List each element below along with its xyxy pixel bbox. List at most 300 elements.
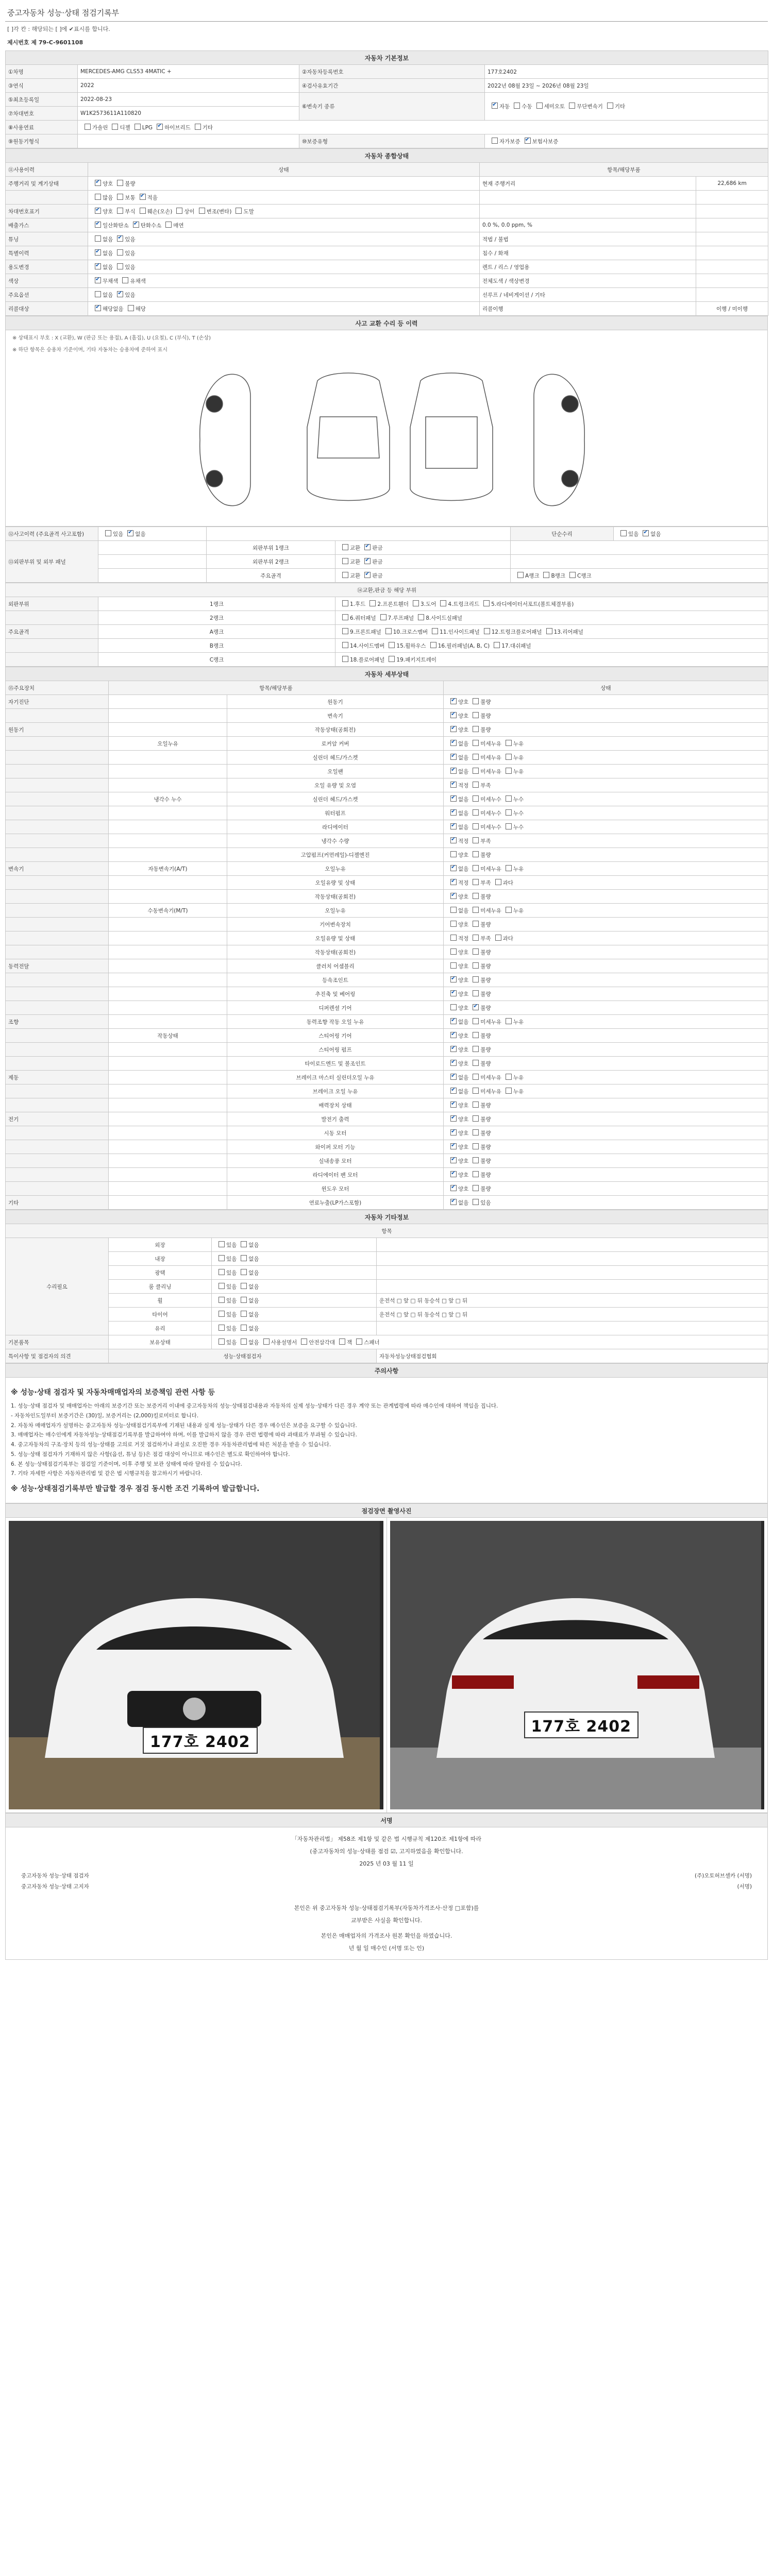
option-checkbox[interactable]	[85, 124, 91, 130]
detail-label: 불량	[480, 852, 491, 858]
other-label: 없음	[248, 1311, 259, 1318]
other-checkbox[interactable]	[219, 1241, 225, 1247]
general-condition-rows	[6, 177, 768, 316]
general-checkbox[interactable]	[95, 249, 101, 256]
detail-item: 디퍼렌셜 기어	[227, 1001, 444, 1015]
rank-extra-checkbox[interactable]	[569, 572, 576, 578]
general-checkbox[interactable]	[140, 194, 146, 200]
other-checkbox[interactable]	[219, 1283, 225, 1289]
rank-label: 외판부위 2랭크	[207, 555, 335, 569]
detail-checkbox[interactable]	[473, 1046, 479, 1052]
detail-label: 누수	[513, 810, 524, 817]
notes-line: 1. 성능·상태 점검자 및 매매업자는 아래의 보증기간 또는 보증거리 이내에 중고자동차의 성능·상태점검내용과 자동차의 실제 성능·상태가 다른 경우 계약 또는 관계법령에 따라 매수인에 대하여 책임을 집니다.	[11, 1403, 498, 1409]
detail-row	[6, 931, 768, 945]
rank-group-label: ⑬외판부위 및 외부 패널	[6, 541, 98, 583]
detail-item: 변속기	[227, 709, 444, 723]
detail-item: 고압펌프(커먼레일)-디젤엔진	[227, 848, 444, 862]
other-checkbox[interactable]	[219, 1325, 225, 1331]
detail-subgroup	[109, 1182, 227, 1196]
detail-group	[6, 792, 109, 806]
detail-label: 과다	[502, 935, 513, 942]
detail-row	[6, 1112, 768, 1126]
detail-checkbox[interactable]	[450, 893, 457, 899]
part-checkbox[interactable]	[342, 600, 348, 606]
detail-item: 연료누출(LP가스포함)	[227, 1196, 444, 1210]
agree-line-2: 교부받은 사실을 확인합니다.	[350, 1917, 422, 1924]
rank-spacer	[98, 541, 207, 555]
option-checkbox[interactable]	[620, 530, 627, 536]
detail-checkbox[interactable]	[450, 782, 457, 788]
other-checkbox[interactable]	[219, 1269, 225, 1275]
detail-item: 추진축 및 베어링	[227, 987, 444, 1001]
inspector-label: 중고자동차 성능·상태 점검자	[21, 1873, 89, 1879]
general-checkbox[interactable]	[95, 305, 101, 311]
part-checkbox[interactable]	[369, 600, 376, 606]
general-item: 튜닝	[6, 232, 88, 246]
detail-checkbox[interactable]	[450, 962, 457, 969]
notes-subheading: ※ 성능·상태 점검자 및 자동차매매업자의 보증책임 관련 사항 등	[11, 1388, 215, 1397]
notes-final: ※ 성능·상태점검기록부만 발급할 경우 점검 동시한 조건 기록하여 발급합니다.	[11, 1485, 260, 1493]
option-checkbox[interactable]	[643, 530, 649, 536]
part-checkbox[interactable]	[418, 614, 424, 620]
parts-group: 주요골격	[6, 625, 98, 639]
detail-checkbox[interactable]	[473, 935, 479, 941]
part-checkbox[interactable]	[389, 656, 395, 662]
detail-checkbox[interactable]	[473, 948, 479, 955]
detail-checkbox[interactable]	[506, 795, 512, 802]
other-label: 없음	[248, 1297, 259, 1304]
detail-label: 없음	[458, 796, 469, 803]
general-checkbox[interactable]	[140, 208, 146, 214]
detail-state	[444, 1029, 768, 1043]
general-label: 보통	[125, 194, 136, 201]
detail-item: 실린더 헤드/가스켓	[227, 751, 444, 765]
option-checkbox[interactable]	[525, 138, 531, 144]
general-label: 변조(변타)	[206, 208, 232, 215]
part-label: 1.후드	[350, 601, 366, 607]
other-checkbox[interactable]	[241, 1255, 247, 1261]
accident-history-options	[98, 527, 207, 541]
option-checkbox[interactable]	[514, 103, 520, 109]
detail-subgroup	[109, 695, 227, 709]
detail-label: 누유	[513, 1019, 524, 1025]
option-checkbox[interactable]	[219, 1338, 225, 1345]
general-checkbox[interactable]	[95, 277, 101, 283]
detail-checkbox[interactable]	[473, 1088, 479, 1094]
general-checkbox[interactable]	[95, 222, 101, 228]
option-checkbox[interactable]	[241, 1338, 247, 1345]
detail-checkbox[interactable]	[450, 809, 457, 816]
detail-checkbox[interactable]	[473, 976, 479, 982]
general-value	[696, 274, 768, 288]
parts-items	[335, 611, 768, 625]
detail-checkbox[interactable]	[473, 698, 479, 704]
option-checkbox[interactable]	[105, 530, 111, 536]
detail-checkbox[interactable]	[450, 754, 457, 760]
detail-checkbox[interactable]	[450, 879, 457, 885]
rank-spacer	[98, 555, 207, 569]
detail-checkbox[interactable]	[473, 823, 479, 829]
detail-checkbox[interactable]	[450, 851, 457, 857]
general-checkbox[interactable]	[117, 291, 123, 297]
part-checkbox[interactable]	[494, 642, 500, 648]
detail-item: 시동 모터	[227, 1126, 444, 1140]
rank-extra-checkbox[interactable]	[517, 572, 524, 578]
rank-row	[6, 569, 768, 583]
option-label: 있음	[113, 531, 124, 537]
option-checkbox[interactable]	[339, 1338, 345, 1345]
general-condition-heading: 자동차 종합상태	[6, 149, 768, 163]
plate-value: 177호2402	[485, 65, 768, 79]
detail-checkbox[interactable]	[450, 740, 457, 746]
detail-checkbox[interactable]	[450, 1046, 457, 1052]
detail-state	[444, 709, 768, 723]
general-checkbox[interactable]	[128, 305, 134, 311]
other-checkbox[interactable]	[241, 1269, 247, 1275]
general-label: 있음	[125, 236, 136, 243]
general-checkbox[interactable]	[176, 208, 182, 214]
option-checkbox[interactable]	[135, 124, 141, 130]
option-checkbox[interactable]	[492, 103, 498, 109]
detail-checkbox[interactable]	[450, 948, 457, 955]
general-checkbox[interactable]	[95, 291, 101, 297]
detail-group: 제동	[6, 1071, 109, 1084]
detail-checkbox[interactable]	[473, 962, 479, 969]
detail-item: 기어변속장치	[227, 918, 444, 931]
rank-checkbox[interactable]	[364, 572, 371, 578]
detail-label: 없음	[458, 1088, 469, 1095]
rank-checkbox[interactable]	[364, 544, 371, 550]
general-checkbox[interactable]	[95, 194, 101, 200]
detail-checkbox[interactable]	[506, 768, 512, 774]
general-state	[88, 288, 480, 302]
detail-checkbox[interactable]	[450, 1004, 457, 1010]
other-state	[212, 1266, 377, 1280]
detail-checkbox[interactable]	[450, 1074, 457, 1080]
other-checkbox[interactable]	[241, 1325, 247, 1331]
detail-state	[444, 1168, 768, 1182]
detail-checkbox[interactable]	[495, 935, 501, 941]
detail-checkbox[interactable]	[506, 809, 512, 816]
detail-checkbox[interactable]	[473, 1101, 479, 1108]
option-checkbox[interactable]	[569, 103, 575, 109]
detail-checkbox[interactable]	[473, 837, 479, 843]
detail-label: 양호	[458, 1102, 469, 1109]
detail-label: 미세누유	[480, 907, 501, 914]
part-checkbox[interactable]	[342, 614, 348, 620]
general-checkbox[interactable]	[117, 235, 123, 242]
general-checkbox[interactable]	[95, 208, 101, 214]
detail-label: 없음	[458, 768, 469, 775]
detail-checkbox[interactable]	[473, 1115, 479, 1122]
parts-group	[6, 611, 98, 625]
general-checkbox[interactable]	[117, 263, 123, 269]
detail-state	[444, 862, 768, 876]
detail-label: 양호	[458, 726, 469, 733]
general-checkbox[interactable]	[133, 222, 139, 228]
detail-checkbox[interactable]	[506, 865, 512, 871]
other-checkbox[interactable]	[219, 1297, 225, 1303]
option-label: 스패너	[364, 1339, 380, 1346]
other-checkbox[interactable]	[219, 1255, 225, 1261]
detail-subgroup: 작동상태	[109, 1029, 227, 1043]
part-label: 9.프론트패널	[350, 629, 381, 635]
basic-info-heading: 자동차 기본정보	[6, 51, 768, 65]
check-notice: [ ]각 칸 : 해당되는 [ ]에 ✔표시를 합니다.	[7, 26, 110, 32]
detail-checkbox[interactable]	[506, 823, 512, 829]
other-row	[6, 1266, 768, 1280]
detail-checkbox[interactable]	[473, 990, 479, 996]
detail-checkbox[interactable]	[473, 754, 479, 760]
detail-checkbox[interactable]	[473, 1074, 479, 1080]
part-checkbox[interactable]	[546, 628, 552, 634]
detail-label: 미세누유	[480, 754, 501, 761]
inspector-signature: (주)오토허브셀카 (서명)	[694, 1873, 752, 1879]
detail-checkbox[interactable]	[450, 712, 457, 718]
detail-checkbox[interactable]	[450, 837, 457, 843]
option-checkbox[interactable]	[127, 530, 133, 536]
detail-group	[6, 1182, 109, 1196]
detail-checkbox[interactable]	[450, 1171, 457, 1177]
detail-group: 조향	[6, 1015, 109, 1029]
parts-row	[6, 625, 768, 639]
option-checkbox[interactable]	[607, 103, 613, 109]
detail-checkbox[interactable]	[450, 1143, 457, 1149]
detail-checkbox[interactable]	[473, 1143, 479, 1149]
detail-checkbox[interactable]	[473, 712, 479, 718]
detail-checkbox[interactable]	[473, 809, 479, 816]
detail-checkbox[interactable]	[473, 782, 479, 788]
option-checkbox[interactable]	[195, 124, 201, 130]
detail-checkbox[interactable]	[473, 1185, 479, 1191]
part-checkbox[interactable]	[430, 642, 436, 648]
detail-checkbox[interactable]	[450, 1060, 457, 1066]
general-state	[88, 218, 480, 232]
part-label: 15.휠하우스	[396, 642, 426, 649]
detail-checkbox[interactable]	[450, 1032, 457, 1038]
other-extra	[377, 1238, 768, 1252]
rear-plate: 177호 2402	[524, 1711, 639, 1738]
detail-checkbox[interactable]	[450, 990, 457, 996]
detail-checkbox[interactable]	[473, 1032, 479, 1038]
rank-checkbox[interactable]	[364, 558, 371, 564]
detail-checkbox[interactable]	[450, 976, 457, 982]
detail-label: 부족	[480, 935, 491, 942]
part-checkbox[interactable]	[483, 600, 490, 606]
option-checkbox[interactable]	[157, 124, 163, 130]
other-state	[212, 1294, 377, 1308]
part-checkbox[interactable]	[380, 614, 386, 620]
detail-checkbox[interactable]	[473, 1199, 479, 1205]
detail-item: 브레이크 오일 누유	[227, 1084, 444, 1098]
detail-label: 양호	[458, 1005, 469, 1011]
detail-checkbox[interactable]	[473, 921, 479, 927]
detail-checkbox[interactable]	[450, 921, 457, 927]
other-label: 있음	[226, 1242, 237, 1248]
detail-label: 미세누유	[480, 1088, 501, 1095]
detail-label: 적정	[458, 782, 469, 789]
detail-checkbox[interactable]	[450, 1199, 457, 1205]
detail-label: 양호	[458, 1144, 469, 1150]
general-checkbox[interactable]	[122, 277, 128, 283]
general-note: 렌트 / 리스 / 영업용	[480, 260, 696, 274]
detail-checkbox[interactable]	[506, 907, 512, 913]
detail-checkbox[interactable]	[450, 768, 457, 774]
part-checkbox[interactable]	[342, 642, 348, 648]
part-checkbox[interactable]	[413, 600, 419, 606]
detail-checkbox[interactable]	[473, 768, 479, 774]
rank-extra-checkbox[interactable]	[543, 572, 549, 578]
signature-table	[5, 1813, 768, 1960]
detail-group	[6, 904, 109, 918]
other-checkbox[interactable]	[241, 1241, 247, 1247]
general-state	[88, 232, 480, 246]
detail-checkbox[interactable]	[450, 726, 457, 732]
general-checkbox[interactable]	[199, 208, 205, 214]
other-checkbox[interactable]	[241, 1311, 247, 1317]
detail-checkbox[interactable]	[450, 1115, 457, 1122]
detail-checkbox[interactable]	[473, 1004, 479, 1010]
parts-items	[335, 653, 768, 667]
detail-checkbox[interactable]	[473, 893, 479, 899]
detail-checkbox[interactable]	[450, 823, 457, 829]
general-checkbox[interactable]	[117, 180, 123, 186]
detail-checkbox[interactable]	[473, 726, 479, 732]
detail-checkbox[interactable]	[506, 1088, 512, 1094]
detail-checkbox[interactable]	[495, 879, 501, 885]
option-checkbox[interactable]	[356, 1338, 362, 1345]
option-checkbox[interactable]	[492, 138, 498, 144]
detail-group	[6, 1168, 109, 1182]
detail-checkbox[interactable]	[450, 698, 457, 704]
other-row	[6, 1294, 768, 1308]
detail-label: 누유	[513, 740, 524, 747]
detail-checkbox[interactable]	[473, 795, 479, 802]
detail-checkbox[interactable]	[450, 865, 457, 871]
detail-checkbox[interactable]	[506, 754, 512, 760]
detail-state	[444, 765, 768, 778]
other-checkbox[interactable]	[241, 1283, 247, 1289]
detail-checkbox[interactable]	[473, 1018, 479, 1024]
valid-period-value: 2022년 08월 23일 ~ 2026년 08월 23일	[485, 79, 768, 93]
detail-checkbox[interactable]	[473, 865, 479, 871]
general-checkbox[interactable]	[117, 194, 123, 200]
detail-checkbox[interactable]	[506, 740, 512, 746]
detail-row	[6, 806, 768, 820]
general-note: 적법 / 불법	[480, 232, 696, 246]
detail-label: 불량	[480, 1172, 491, 1178]
detail-subgroup	[109, 1140, 227, 1154]
detail-checkbox[interactable]	[450, 1101, 457, 1108]
rank-label: 판금	[372, 545, 383, 551]
other-label: 있음	[226, 1283, 237, 1290]
detail-item: 스티어링 기어	[227, 1029, 444, 1043]
detail-checkbox[interactable]	[473, 851, 479, 857]
rank-checkbox[interactable]	[342, 544, 348, 550]
detail-group	[6, 751, 109, 765]
general-label: 없음	[103, 292, 113, 298]
detail-checkbox[interactable]	[450, 907, 457, 913]
parts-rank: B랭크	[98, 639, 335, 653]
detail-state	[444, 931, 768, 945]
part-checkbox[interactable]	[385, 628, 392, 634]
detail-checkbox[interactable]	[473, 1129, 479, 1136]
other-label: 없음	[248, 1256, 259, 1262]
general-checkbox[interactable]	[165, 222, 172, 228]
detail-label: 불량	[480, 991, 491, 997]
option-checkbox[interactable]	[263, 1338, 270, 1345]
detail-row	[6, 959, 768, 973]
detail-label: 불량	[480, 1032, 491, 1039]
detail-checkbox[interactable]	[473, 1171, 479, 1177]
detail-checkbox[interactable]	[506, 1018, 512, 1024]
detail-subgroup	[109, 931, 227, 945]
detail-group: 자기진단	[6, 695, 109, 709]
part-checkbox[interactable]	[342, 656, 348, 662]
general-checkbox[interactable]	[95, 235, 101, 242]
general-note: 전체도색 / 색상변경	[480, 274, 696, 288]
detail-checkbox[interactable]	[506, 1074, 512, 1080]
detail-label: 없음	[458, 824, 469, 831]
part-checkbox[interactable]	[432, 628, 438, 634]
rank-checkbox[interactable]	[342, 558, 348, 564]
detail-checkbox[interactable]	[473, 740, 479, 746]
detail-checkbox[interactable]	[473, 1157, 479, 1163]
detail-checkbox[interactable]	[473, 907, 479, 913]
option-label: 없음	[650, 531, 661, 537]
rank-checkbox[interactable]	[342, 572, 348, 578]
detail-label: 양호	[458, 1032, 469, 1039]
detail-group	[6, 806, 109, 820]
detail-row	[6, 820, 768, 834]
general-checkbox[interactable]	[95, 180, 101, 186]
detail-checkbox[interactable]	[473, 1060, 479, 1066]
option-checkbox[interactable]	[536, 103, 543, 109]
general-checkbox[interactable]	[95, 263, 101, 269]
detail-checkbox[interactable]	[450, 935, 457, 941]
detail-item: 오일 유량 및 오염	[227, 778, 444, 792]
general-checkbox[interactable]	[117, 249, 123, 256]
car-name-label: ①차명	[6, 65, 78, 79]
detail-subgroup: 냉각수 누수	[109, 792, 227, 806]
detail-subgroup	[109, 765, 227, 778]
detail-checkbox[interactable]	[450, 1185, 457, 1191]
general-checkbox[interactable]	[117, 208, 123, 214]
part-checkbox[interactable]	[484, 628, 490, 634]
part-checkbox[interactable]	[440, 600, 446, 606]
other-checkbox[interactable]	[241, 1297, 247, 1303]
detail-checkbox[interactable]	[473, 879, 479, 885]
general-label: 무채색	[103, 278, 119, 284]
detail-checkbox[interactable]	[450, 795, 457, 802]
detail-group	[6, 973, 109, 987]
col-usage-history: ⑪사용이력	[6, 163, 88, 177]
part-checkbox[interactable]	[389, 642, 395, 648]
detail-checkbox[interactable]	[450, 1157, 457, 1163]
option-label: 기타	[614, 104, 626, 110]
warranty-label: ⑩보증유형	[299, 134, 485, 148]
other-checkbox[interactable]	[219, 1311, 225, 1317]
option-checkbox[interactable]	[112, 124, 118, 130]
general-checkbox[interactable]	[236, 208, 242, 214]
part-checkbox[interactable]	[342, 628, 348, 634]
detail-checkbox[interactable]	[450, 1018, 457, 1024]
detail-checkbox[interactable]	[450, 1129, 457, 1136]
detail-checkbox[interactable]	[450, 1088, 457, 1094]
detail-label: 없음	[458, 740, 469, 747]
option-checkbox[interactable]	[301, 1338, 307, 1345]
simple-repair-options	[614, 527, 768, 541]
